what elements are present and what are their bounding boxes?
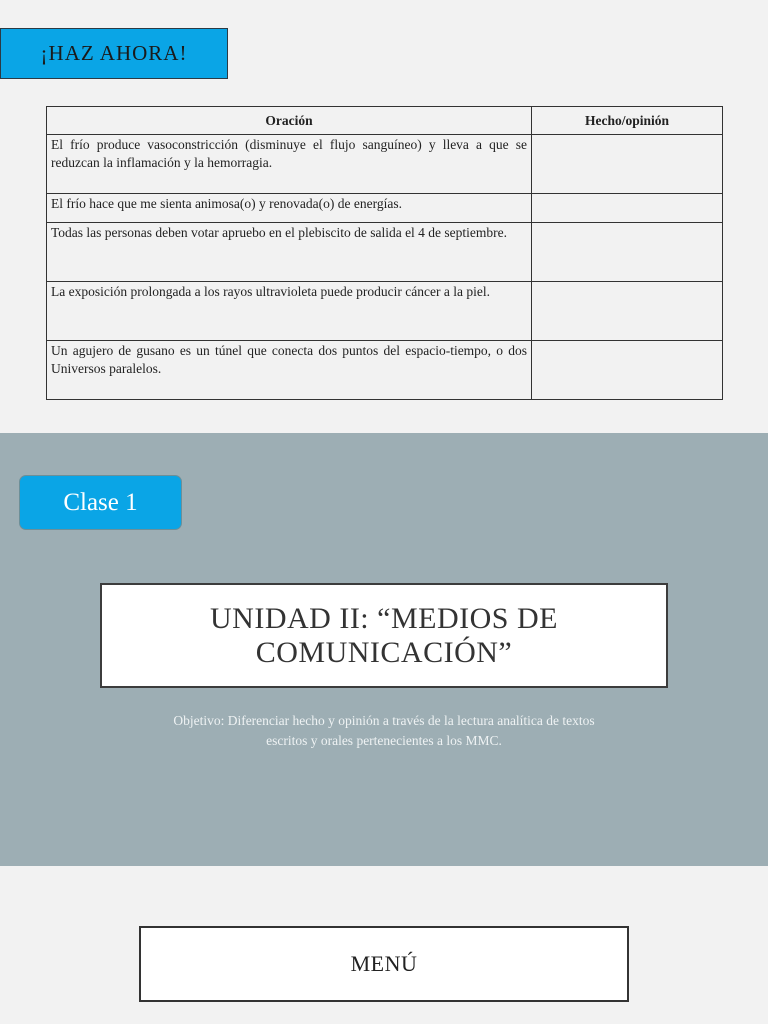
table-row bbox=[47, 341, 723, 400]
header-oracion: Oración bbox=[47, 107, 532, 135]
answer-cell[interactable] bbox=[532, 223, 723, 282]
table-row bbox=[47, 282, 723, 341]
haz-ahora-button[interactable]: ¡HAZ AHORA! bbox=[0, 28, 228, 79]
table-row bbox=[47, 223, 723, 282]
sentence-cell: Un agujero de gusano es un túnel que conecta dos puntos del espacio-tiempo, o dos Universos paralelos. bbox=[47, 341, 532, 400]
answer-cell[interactable] bbox=[532, 194, 723, 223]
table-header-row bbox=[47, 107, 723, 135]
slide-clase-1 bbox=[0, 433, 768, 866]
slide-menu bbox=[0, 866, 768, 1024]
sentence-cell: El frío produce vasoconstricción (disminuye el flujo sanguíneo) y lleva a que se reduzcan la inflamación y la hemorragia. bbox=[47, 135, 532, 194]
table-row bbox=[47, 194, 723, 223]
unit-title: UNIDAD II: “MEDIOS DE COMUNICACIÓN” bbox=[100, 583, 668, 688]
fact-opinion-table bbox=[46, 106, 723, 400]
answer-cell[interactable] bbox=[532, 282, 723, 341]
sentence-cell: El frío hace que me sienta animosa(o) y renovada(o) de energías. bbox=[47, 194, 532, 223]
slide-haz-ahora bbox=[0, 0, 768, 433]
table-row bbox=[47, 135, 723, 194]
answer-cell[interactable] bbox=[532, 341, 723, 400]
objetivo-text: Objetivo: Diferenciar hecho y opinión a través de la lectura analítica de textos escritos y orales pertenecientes a los MMC. bbox=[173, 713, 595, 748]
clase-1-button[interactable]: Clase 1 bbox=[19, 475, 182, 530]
answer-cell[interactable] bbox=[532, 135, 723, 194]
menu-button[interactable]: MENÚ bbox=[139, 926, 629, 1002]
header-hecho-opinion: Hecho/opinión bbox=[532, 107, 723, 135]
sentence-cell: Todas las personas deben votar apruebo en el plebiscito de salida el 4 de septiembre. bbox=[47, 223, 532, 282]
sentence-cell: La exposición prolongada a los rayos ultravioleta puede producir cáncer a la piel. bbox=[47, 282, 532, 341]
